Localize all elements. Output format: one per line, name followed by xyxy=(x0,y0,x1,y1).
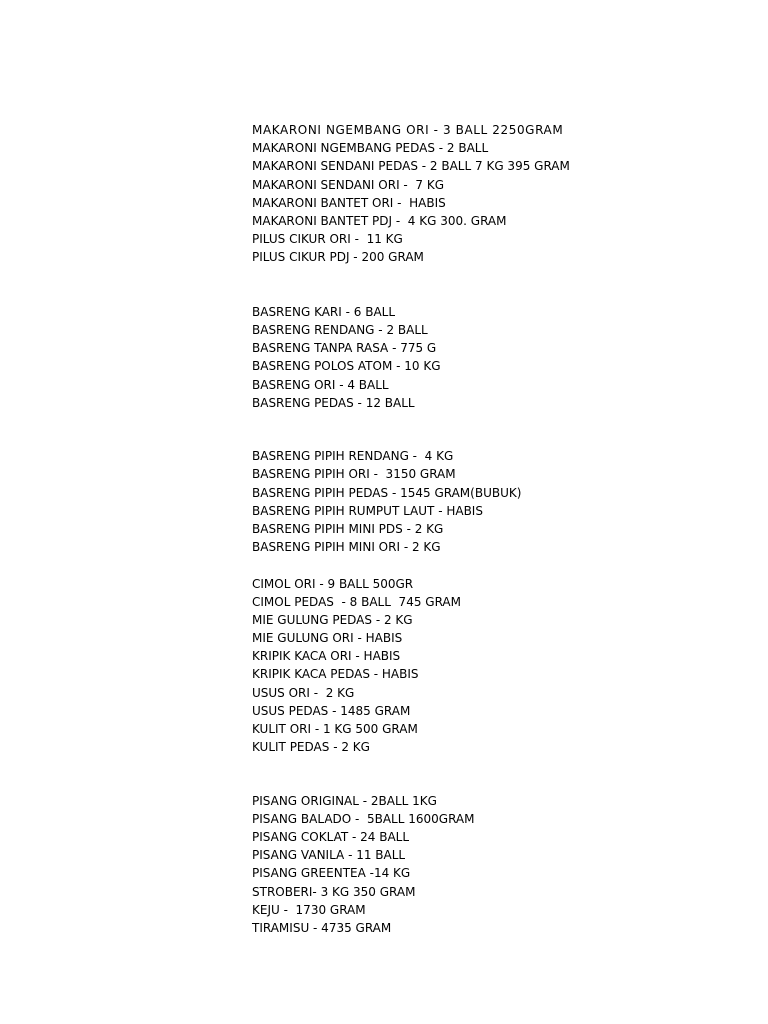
text-line: BASRENG PIPIH ORI - 3150 GRAM xyxy=(252,467,456,482)
blank-line xyxy=(252,412,712,430)
blank-line xyxy=(252,775,712,792)
text-line: PISANG BALADO - 5BALL 1600GRAM xyxy=(252,811,475,826)
text-line: KEJU - 1730 GRAM xyxy=(252,902,366,917)
text-line: STROBERI- 3 KG 350 GRAM xyxy=(252,884,416,899)
text-line: TIRAMISU - 4735 GRAM xyxy=(252,920,392,935)
text-line: MAKARONI SENDANI ORI - 7 KG xyxy=(252,177,444,192)
text-line: PISANG VANILA - 11 BALL xyxy=(252,848,406,863)
text-line: BASRENG PEDAS - 12 BALL xyxy=(252,395,415,410)
text-line: PILUS CIKUR PDJ - 200 GRAM xyxy=(252,250,424,265)
text-line: KULIT PEDAS - 2 KG xyxy=(252,740,370,755)
text-line: BASRENG KARI - 6 BALL xyxy=(252,304,396,319)
text-line: KULIT ORI - 1 KG 500 GRAM xyxy=(252,722,418,736)
text-line: BASRENG PIPIH MINI PDS - 2 KG xyxy=(252,521,444,536)
blank-line xyxy=(252,430,712,447)
text-line: MAKARONI BANTET ORI - HABIS xyxy=(252,195,446,210)
text-line: MIE GULUNG ORI - HABIS xyxy=(252,631,403,646)
text-line: BASRENG PIPIH MINI ORI - 2 KG xyxy=(252,540,441,555)
text-line: USUS ORI - 2 KG xyxy=(252,685,355,700)
text-line: BASRENG TANPA RASA - 775 G xyxy=(252,341,437,356)
blank-line xyxy=(252,756,712,774)
text-line: BASRENG POLOS ATOM - 10 KG xyxy=(252,359,441,374)
text-line: KRIPIK KACA ORI - HABIS xyxy=(252,649,401,664)
text-line: BASRENG ORI - 4 BALL xyxy=(252,377,389,392)
text-line: MAKARONI BANTET PDJ - 4 KG 300. GRAM xyxy=(252,213,507,228)
document-body xyxy=(252,121,712,937)
text-line: KRIPIK KACA PEDAS - HABIS xyxy=(252,667,419,682)
blank-line xyxy=(252,285,712,303)
blank-line xyxy=(252,267,712,285)
text-line: CIMOL PEDAS - 8 BALL 745 GRAM xyxy=(252,594,461,609)
text-line: CIMOL ORI - 9 BALL 500GR xyxy=(252,576,414,591)
text-line: MIE GULUNG PEDAS - 2 KG xyxy=(252,612,413,627)
text-line: BASRENG PIPIH RENDANG - 4 KG xyxy=(252,449,454,464)
text-line: BASRENG PIPIH PEDAS - 1545 GRAM(BUBUK) xyxy=(252,485,522,500)
text-line: MAKARONI NGEMBANG PEDAS - 2 BALL xyxy=(252,141,489,156)
blank-line xyxy=(252,556,712,574)
text-line: MAKARONI SENDANI PEDAS - 2 BALL 7 KG 395 GRAM xyxy=(252,159,570,174)
text-line: PISANG COKLAT - 24 BALL xyxy=(252,829,410,844)
text-line: USUS PEDAS - 1485 GRAM xyxy=(252,703,411,718)
text-line: PISANG ORIGINAL - 2BALL 1KG xyxy=(252,793,437,808)
text-line: PISANG GREENTEA -14 KG xyxy=(252,866,411,881)
text-line: MAKARONI NGEMBANG ORI - 3 BALL 2250GRAM xyxy=(252,123,564,137)
text-line: PILUS CIKUR ORI - 11 KG xyxy=(252,232,403,247)
text-line: BASRENG RENDANG - 2 BALL xyxy=(252,323,428,338)
text-line: BASRENG PIPIH RUMPUT LAUT - HABIS xyxy=(252,503,483,518)
